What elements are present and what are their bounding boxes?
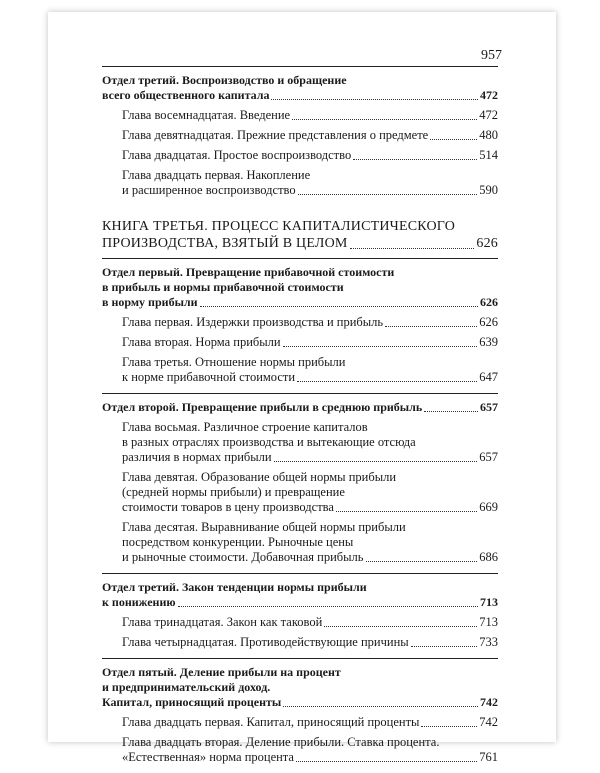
entry-page-number: 626 — [479, 315, 498, 329]
entry-title-line: всего общественного капитала — [102, 88, 270, 102]
entry-title-line: к понижению — [102, 595, 176, 609]
dot-leader — [283, 345, 478, 347]
toc-section — [102, 66, 498, 198]
entry-title-line: «Естественная» норма процента — [122, 750, 294, 764]
dot-leader — [430, 138, 477, 140]
dot-leader — [283, 705, 478, 707]
entry-page-number: 713 — [479, 615, 498, 629]
entry-title-line: КНИГА ТРЕТЬЯ. ПРОЦЕСС КАПИТАЛИСТИЧЕСКОГО — [102, 219, 456, 234]
toc-entry-book-title — [102, 218, 498, 252]
entry-page-number: 761 — [479, 750, 498, 764]
entry-page-number: 713 — [480, 595, 498, 609]
dot-leader — [336, 510, 477, 512]
dot-leader — [274, 460, 478, 462]
entry-title-line: Глава восемнадцатая. Введение — [122, 108, 291, 122]
entry-title-line: Отдел второй. Превращение прибыли в среднюю прибыль — [102, 400, 423, 414]
entry-title-line: Глава двадцать первая. Капитал, приносящий проценты — [122, 715, 420, 729]
entry-title-line: Глава третья. Отношение нормы прибыли — [122, 355, 346, 369]
entry-title-line: посредством конкуренции. Рыночные цены — [122, 535, 354, 549]
entry-title-line: в разных отраслях производства и вытекающие отсюда — [122, 435, 416, 449]
entry-page-number: 657 — [480, 400, 498, 414]
toc-entry-chapter — [102, 315, 498, 330]
entry-page-number: 639 — [479, 335, 498, 349]
entry-title-line: Глава двадцать вторая. Деление прибыли. Ставка процента. — [122, 735, 440, 749]
entry-page-number: 472 — [479, 108, 498, 122]
entry-page-number: 480 — [479, 128, 498, 142]
table-of-contents — [102, 66, 498, 773]
toc-entry-part — [102, 265, 498, 310]
entry-title-line: Капитал, приносящий проценты — [102, 695, 282, 709]
entry-title-line: Глава восьмая. Различное строение капиталов — [122, 420, 368, 434]
entry-title-line: Глава вторая. Норма прибыли — [122, 335, 281, 349]
toc-entry-chapter — [102, 635, 498, 650]
entry-title-line: и рыночные стоимости. Добавочная прибыль — [122, 550, 364, 564]
toc-section — [102, 393, 498, 565]
dot-leader — [366, 560, 478, 562]
entry-page-number: 657 — [479, 450, 498, 464]
dot-leader — [411, 645, 478, 647]
dot-leader — [298, 193, 478, 195]
dot-leader — [200, 305, 478, 307]
toc-entry-chapter — [102, 108, 498, 123]
page-number: 957 — [481, 48, 502, 63]
toc-entry-part — [102, 73, 498, 103]
entry-title-line: в прибыль и нормы прибавочной стоимости — [102, 280, 344, 294]
entry-title-line: различия в нормах прибыли — [122, 450, 272, 464]
entry-page-number: 626 — [480, 295, 498, 309]
entry-title-line: Глава двадцатая. Простое воспроизводство — [122, 148, 352, 162]
toc-entry-chapter — [102, 168, 498, 198]
dot-leader — [296, 760, 477, 762]
entry-title-line: и предпринимательский доход. — [102, 680, 271, 694]
dot-leader — [292, 118, 477, 120]
entry-title-line: Глава тринадцатая. Закон как таковой — [122, 615, 323, 629]
entry-title-line: Отдел первый. Превращение прибавочной стоимости — [102, 265, 395, 279]
entry-page-number: 647 — [479, 370, 498, 384]
entry-title-line: Глава десятая. Выравнивание общей нормы прибыли — [122, 520, 406, 534]
entry-page-number: 590 — [479, 183, 498, 197]
entry-title-line: Отдел третий. Воспроизводство и обращение — [102, 73, 347, 87]
dot-leader — [271, 98, 478, 100]
dot-leader — [297, 380, 477, 382]
dot-leader — [424, 410, 478, 412]
entry-page-number: 669 — [479, 500, 498, 514]
toc-entry-chapter — [102, 520, 498, 565]
entry-page-number: 626 — [476, 236, 498, 251]
entry-title-line: ПРОИЗВОДСТВА, ВЗЯТЫЙ В ЦЕЛОМ — [102, 236, 348, 251]
entry-title-line: Отдел пятый. Деление прибыли на процент — [102, 665, 341, 679]
toc-entry-part — [102, 665, 498, 710]
entry-page-number: 514 — [479, 148, 498, 162]
entry-title-line: Отдел третий. Закон тенденции нормы прибыли — [102, 580, 367, 594]
entry-page-number: 733 — [479, 635, 498, 649]
entry-title-line: Глава первая. Издержки производства и прибыль — [122, 315, 384, 329]
entry-title-line: к норме прибавочной стоимости — [122, 370, 296, 384]
entry-title-line: Глава двадцать первая. Накопление — [122, 168, 311, 182]
toc-entry-chapter — [102, 470, 498, 515]
entry-title-line: Глава девятнадцатая. Прежние представления о предмете — [122, 128, 429, 142]
entry-page-number: 686 — [479, 550, 498, 564]
dot-leader — [350, 247, 475, 249]
entry-title-line: и расширенное воспроизводство — [122, 183, 296, 197]
entry-title-line: стоимости товаров в цену производства — [122, 500, 334, 514]
dot-leader — [353, 158, 477, 160]
toc-entry-chapter — [102, 148, 498, 163]
toc-entry-part — [102, 580, 498, 610]
toc-entry-chapter — [102, 735, 498, 765]
entry-page-number: 742 — [480, 695, 498, 709]
dot-leader — [385, 325, 477, 327]
dot-leader — [421, 725, 477, 727]
dot-leader — [178, 605, 478, 607]
toc-section — [102, 573, 498, 650]
toc-entry-part — [102, 400, 498, 415]
entry-title-line: (средней нормы прибыли) и превращение — [122, 485, 345, 499]
entry-page-number: 472 — [480, 88, 498, 102]
toc-entry-chapter — [102, 615, 498, 630]
toc-section — [102, 658, 498, 765]
entry-title-line: Глава девятая. Образование общей нормы прибыли — [122, 470, 397, 484]
toc-entry-chapter — [102, 355, 498, 385]
entry-title-line: в норму прибыли — [102, 295, 198, 309]
entry-page-number: 742 — [479, 715, 498, 729]
toc-section — [102, 258, 498, 385]
toc-entry-chapter — [102, 335, 498, 350]
toc-entry-chapter — [102, 715, 498, 730]
toc-entry-chapter — [102, 420, 498, 465]
book-heading — [102, 218, 498, 252]
entry-title-line: Глава четырнадцатая. Противодействующие причины — [122, 635, 409, 649]
dot-leader — [324, 625, 477, 627]
toc-entry-chapter — [102, 128, 498, 143]
